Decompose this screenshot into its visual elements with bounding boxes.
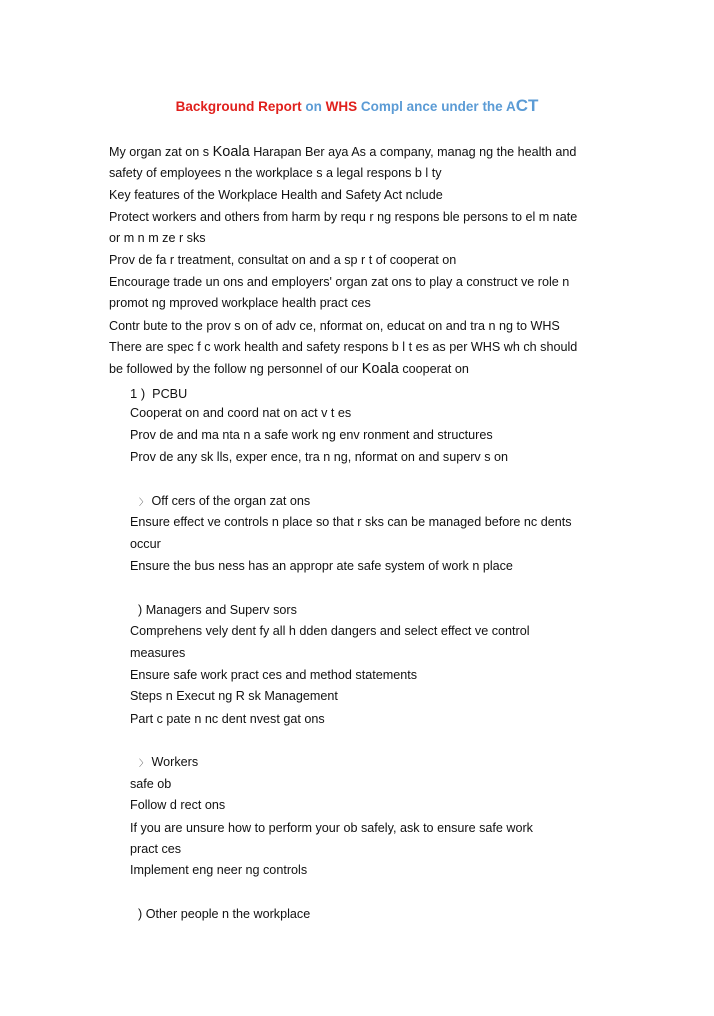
intro-line-6: Prov de fa r treatment, consultat on and a sp r t of cooperat on <box>109 253 457 267</box>
company-name: Koala <box>212 144 250 160</box>
section-heading-text: Off cers of the organ zat ons <box>151 494 311 508</box>
intro-line-2: safety of employees n the workplace s a legal respons b l ty <box>109 166 442 180</box>
section-heading-text: PCBU <box>152 387 188 401</box>
title-part-compliance: Compl ance under the A <box>360 99 516 114</box>
managers-item-5: Part c pate n nc dent nvest gat ons <box>130 712 325 726</box>
intro-line-1 <box>109 144 576 160</box>
section-heading-text: Workers <box>151 755 199 769</box>
officers-item-3: Ensure the bus ness has an appropr ate safe system of work n place <box>130 559 513 573</box>
pcbu-item-1: Cooperat on and coord nat on act v t es <box>130 406 352 420</box>
managers-item-3: Ensure safe work pract ces and method statements <box>130 668 417 682</box>
title-part-act: CT <box>515 96 539 115</box>
workers-item-4: pract ces <box>130 842 182 856</box>
title-part-whs: WHS <box>325 99 358 114</box>
section-others-heading: ) Other people n the workplace <box>138 907 311 921</box>
officers-item-2: occur <box>130 537 161 551</box>
company-name: Koala <box>361 361 399 377</box>
section-managers-heading: ) Managers and Superv sors <box>138 603 297 617</box>
intro-line-5: or m n m ze r sks <box>109 231 206 245</box>
workers-item-2: Follow d rect ons <box>130 798 226 812</box>
intro-text: My organ zat on s <box>109 145 213 159</box>
intro-line-3: Key features of the Workplace Health and Safety Act nclude <box>109 188 443 202</box>
section-marker: 〉 <box>139 497 149 507</box>
managers-item-1: Comprehens vely dent fy all h dden dangers and select effect ve control <box>130 624 530 638</box>
pcbu-item-3: Prov de any sk lls, exper ence, tra n ng, nformat on and superv s on <box>130 450 509 464</box>
intro-line-9: Contr bute to the prov s on of adv ce, nformat on, educat on and tra n ng to WHS <box>109 319 560 333</box>
officers-item-1: Ensure effect ve controls n place so that r sks can be managed before nc dents <box>130 515 572 529</box>
intro-line-7: Encourage trade un ons and employers' organ zat ons to play a construct ve role n <box>109 275 570 289</box>
section-marker: 〉 <box>139 758 149 768</box>
section-workers-heading <box>139 754 198 771</box>
title-part-background-report: Background Report <box>175 99 302 114</box>
document-title <box>0 96 714 116</box>
pcbu-item-2: Prov de and ma nta n a safe work ng env ronment and structures <box>130 428 493 442</box>
intro-line-10: There are spec f c work health and safety respons b l t es as per WHS wh ch should <box>109 340 578 354</box>
intro-text: cooperat on <box>398 362 469 376</box>
workers-item-5: Implement eng neer ng controls <box>130 863 308 877</box>
workers-item-1: safe ob <box>130 777 172 791</box>
title-part-on: on <box>305 99 322 114</box>
managers-item-4: Steps n Execut ng R sk Management <box>130 689 338 703</box>
managers-item-2: measures <box>130 646 186 660</box>
intro-line-11 <box>109 361 469 377</box>
intro-text: be followed by the follow ng personnel of our <box>109 362 362 376</box>
intro-text: Harapan Ber aya As a company, manag ng the health and <box>249 145 577 159</box>
section-marker: 1 ) <box>130 386 146 401</box>
intro-line-8: promot ng mproved workplace health pract ces <box>109 296 371 310</box>
workers-item-3: If you are unsure how to perform your ob safely, ask to ensure safe work <box>130 821 533 835</box>
section-pcbu-heading <box>130 386 187 402</box>
section-officers-heading <box>139 493 310 510</box>
intro-line-4: Protect workers and others from harm by requ r ng respons ble persons to el m nate <box>109 210 578 224</box>
